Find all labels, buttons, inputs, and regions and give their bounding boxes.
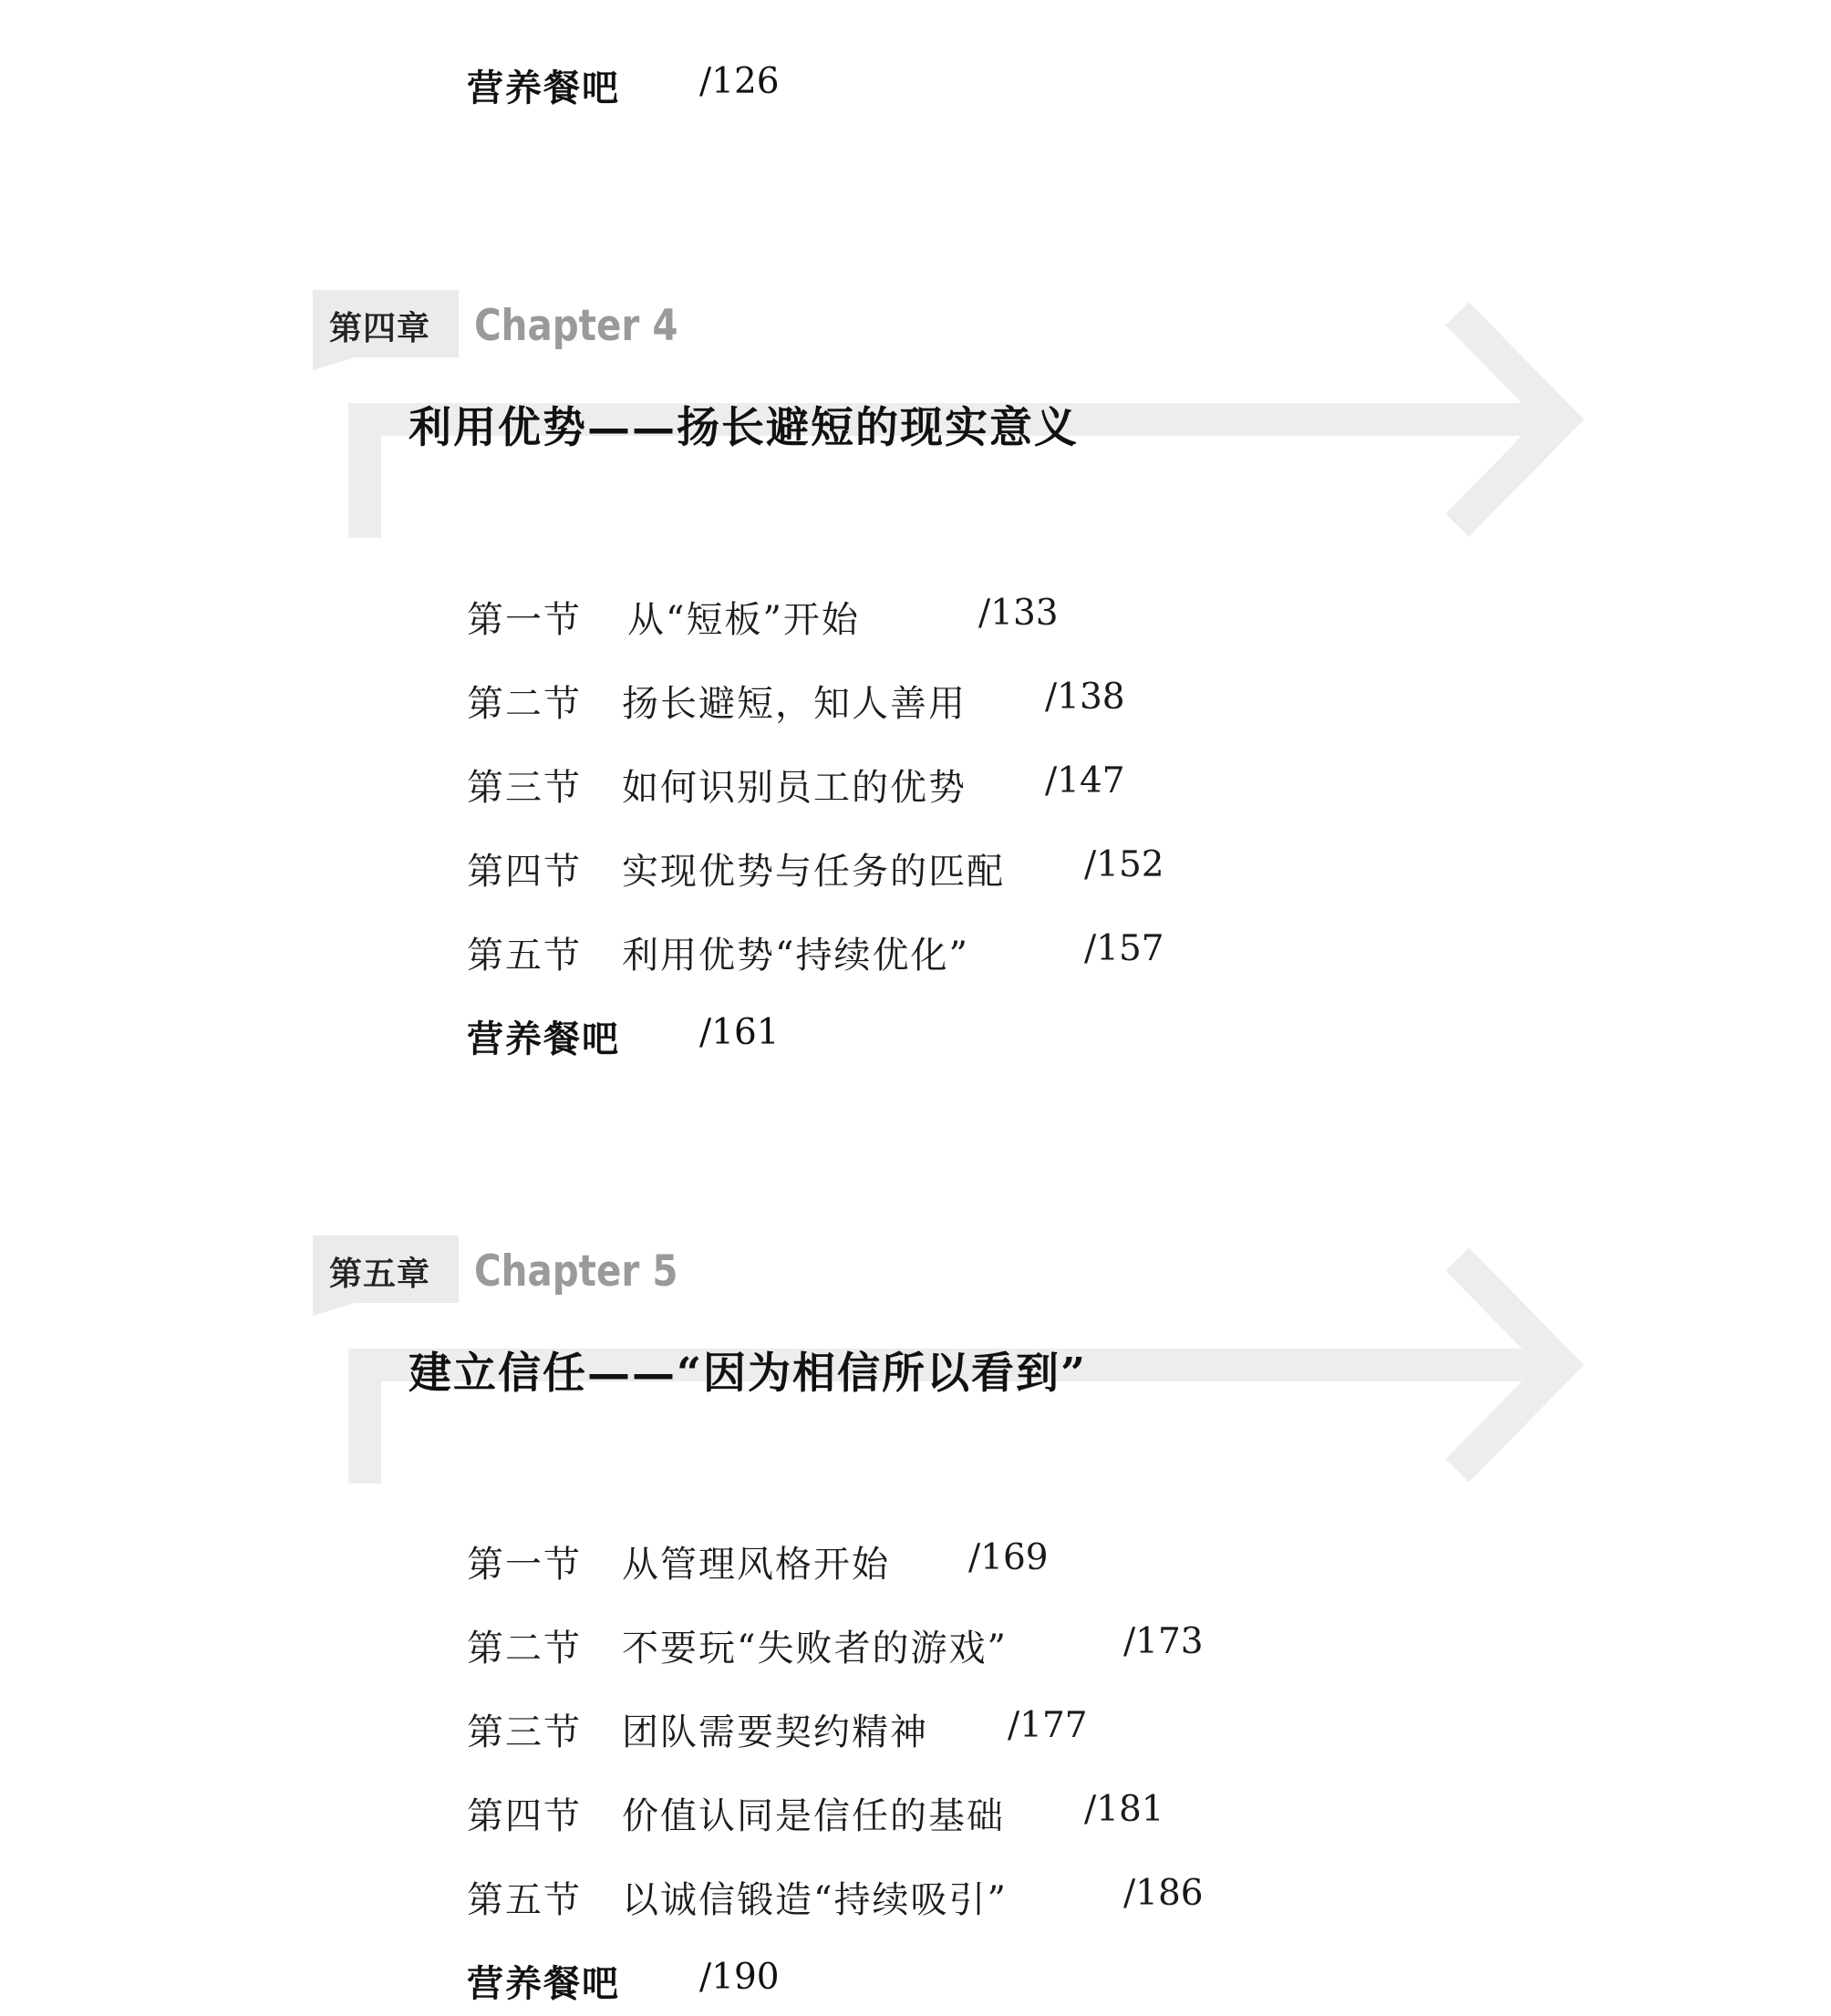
section-number: 第一节 <box>467 1544 582 1586</box>
page-number: /133 <box>978 593 1059 634</box>
chapter-number: 第四章 <box>329 309 431 347</box>
page-number: /147 <box>1045 760 1125 801</box>
section-number: 第四节 <box>467 1795 582 1837</box>
section-title: 利用优势“持续优化” <box>622 935 969 977</box>
page-number: /138 <box>1045 677 1125 718</box>
section-number: 第五节 <box>467 1879 582 1921</box>
section-number: 第一节 <box>467 599 582 641</box>
section-title: 从管理风格开始 <box>622 1544 890 1586</box>
section-number: 第二节 <box>467 683 582 725</box>
page-number: /177 <box>1008 1705 1088 1746</box>
page-number: /181 <box>1084 1789 1164 1830</box>
page-number: /157 <box>1084 928 1164 969</box>
page-number: /126 <box>699 61 780 102</box>
chapter-tab-notch <box>313 1303 355 1316</box>
nutrition-label: 营养餐吧 <box>467 1018 620 1060</box>
chapter-tab-notch <box>313 357 355 370</box>
page-number: /169 <box>968 1537 1049 1578</box>
section-title: 实现优势与任务的匹配 <box>622 851 1005 893</box>
chapter-english-label: Chapter 4 <box>474 301 678 351</box>
section-number: 第二节 <box>467 1628 582 1670</box>
page-number: /186 <box>1123 1873 1204 1914</box>
section-number: 第四节 <box>467 851 582 893</box>
page-number: /161 <box>699 1012 780 1053</box>
section-title: 团队需要契约精神 <box>622 1711 928 1753</box>
section-title: 如何识别员工的优势 <box>622 767 967 809</box>
section-number: 第三节 <box>467 1711 582 1753</box>
section-title: 以诚信锻造“持续吸引” <box>622 1879 1008 1921</box>
section-number: 第三节 <box>467 767 582 809</box>
chapter-5-header <box>0 1235 1831 1509</box>
chapter-title[interactable]: 利用优势——扬长避短的现实意义 <box>409 403 1079 453</box>
page-number: /173 <box>1123 1621 1204 1662</box>
section-title: 扬长避短，知人善用 <box>622 683 967 725</box>
chapter-4-header <box>0 290 1831 563</box>
chapter-tab <box>313 290 459 357</box>
section-title: 不要玩“失败者的游戏” <box>622 1628 1008 1670</box>
page-number: /152 <box>1084 844 1164 885</box>
chapter-number: 第五章 <box>329 1255 431 1293</box>
nutrition-label: 营养餐吧 <box>467 67 620 109</box>
nutrition-label: 营养餐吧 <box>467 1963 620 2005</box>
chapter-english-label: Chapter 5 <box>474 1246 678 1297</box>
section-title: 价值认同是信任的基础 <box>622 1795 1005 1837</box>
page-number: /190 <box>699 1957 780 1998</box>
chapter-tab <box>313 1235 459 1303</box>
section-title: 从“短板”开始 <box>627 599 860 641</box>
chapter-title[interactable]: 建立信任——“因为相信所以看到” <box>409 1349 1088 1399</box>
section-number: 第五节 <box>467 935 582 977</box>
